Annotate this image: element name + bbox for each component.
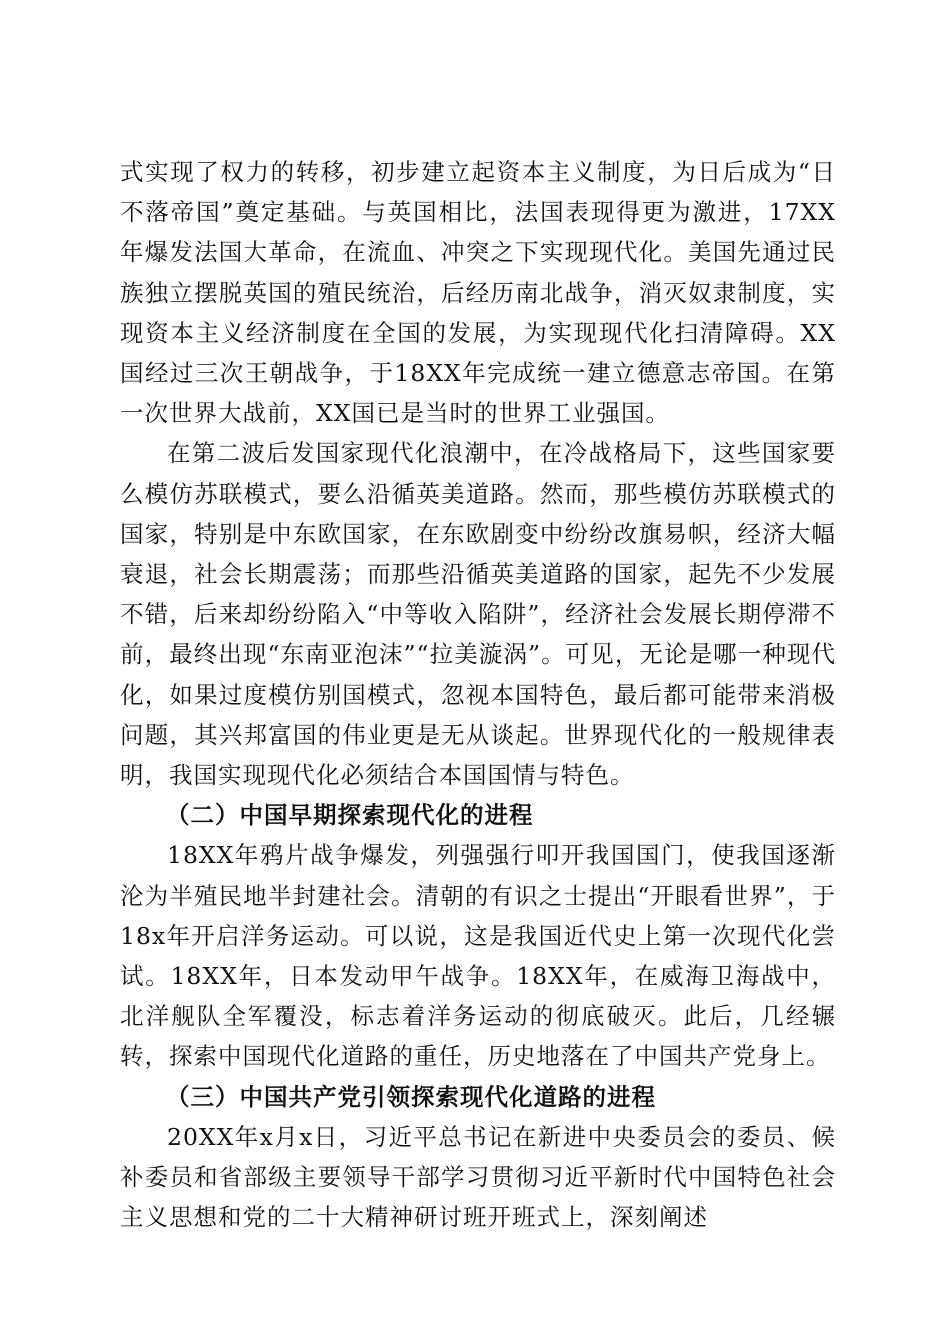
section-heading-party-exploration: （三）中国共产党引领探索现代化道路的进程 [166,1082,656,1111]
section-heading-early-exploration: （二）中国早期探索现代化的进程 [166,801,534,830]
paragraph-second-wave: 在第二波后发国家现代化浪潮中，在冷战格局下，这些国家要么模仿苏联模式，要么沿循英美道路。然而，那些模仿苏联模式的国家，特别是中东欧国家，在东欧剧变中纷纷改旗易帜，经济大幅衰退，社会长期震荡；而那些沿循英美道路的国家，起先不少发展不错，后来却纷纷陷入“中等收入陷阱”，经济社会发展长期停滞不前，最终出现“东南亚泡沫”“拉美漩涡”。可见，无论是哪一种现代化，如果过度模仿别国模式，忽视本国特色，最后都可能带来消极问题，其兴邦富国的伟业更是无从谈起。世界现代化的一般规律表明，我国实现现代化必须结合本国国情与特色。 [120,439,836,790]
paragraph-continuation: 式实现了权力的转移，初步建立起资本主义制度，为日后成为“日不落帝国”奠定基础。与英国相比，法国表现得更为激进，17XX年爆发法国大革命，在流血、冲突之下实现现代化。美国先通过民族独立摆脱英国的殖民统治，后经历南北战争，消灭奴隶制度，实现资本主义经济制度在全国的发展，为实现现代化扫清障碍。XX国经过三次王朝战争，于18XX年完成统一建立德意志帝国。在第一次世界大战前，XX国已是当时的世界工业强国。 [120,158,836,428]
paragraph-opium-war: 18XX年鸦片战争爆发，列强强行叩开我国国门，使我国逐渐沦为半殖民地半封建社会。清朝的有识之士提出“开眼看世界”，于18x年开启洋务运动。可以说，这是我国近代史上第一次现代化尝试。18XX年，日本发动甲午战争。18XX年，在威海卫海战中，北洋舰队全军覆没，标志着洋务运动的彻底破灭。此后，几经辗转，探索中国现代化道路的重任，历史地落在了中国共产党身上。 [120,841,836,1071]
paragraph-speech: 20XX年x月x日，习近平总书记在新进中央委员会的委员、候补委员和省部级主要领导干部学习贯彻习近平新时代中国特色社会主义思想和党的二十大精神研讨班开班式上，深刻阐述 [120,1122,836,1232]
document-body [120,152,836,1237]
